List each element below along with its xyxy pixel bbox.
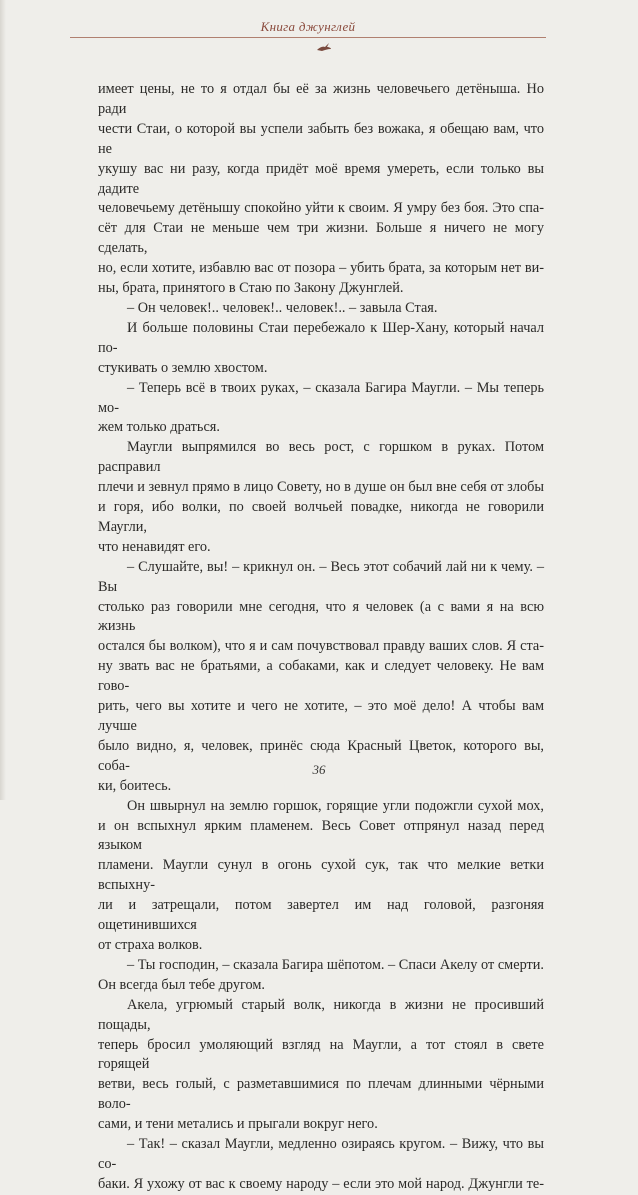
text-line: – Ты господин, – сказала Багира шёпотом. – Спаси Акелу от смерти. bbox=[127, 956, 544, 973]
text-line: от страха волков. bbox=[98, 936, 203, 953]
bird-ornament-icon bbox=[316, 41, 332, 53]
text-line: и горя, ибо волки, по своей волчьей повадке, никогда не говорили Маугли, bbox=[98, 499, 544, 535]
text-line: Он всегда был тебе другом. bbox=[98, 976, 266, 993]
text-line: пламени. Маугли сунул в огонь сухой сук, так что мелкие ветки вспыхну- bbox=[98, 857, 544, 894]
text-line: было видно, я, человек, принёс сюда Красный Цветок, которого вы, соба- bbox=[98, 737, 544, 774]
text-line: И больше половины Стаи перебежало к Шер-Хану, который начал по- bbox=[98, 319, 544, 356]
header-rule bbox=[70, 37, 546, 38]
text-line: чести Стаи, о которой вы успели забыть без вожака, я обещаю вам, что не bbox=[98, 120, 544, 157]
text-line: сами, и тени метались и прыгали вокруг него. bbox=[98, 1116, 378, 1133]
text-line: остался бы волком), что я и сам почувствовал правду ваших слов. Я ста- bbox=[98, 638, 544, 655]
body-text bbox=[98, 80, 544, 1195]
text-line: но, если хотите, избавлю вас от позора – убить брата, за которым нет ви- bbox=[98, 260, 544, 277]
text-line: и он вспыхнул ярким пламенем. Весь Совет отпрянул назад перед языком bbox=[98, 817, 544, 854]
text-line: ли и затрещали, потом завертел им над головой, разгоняя ощетинившихся bbox=[98, 897, 544, 934]
text-line: Маугли выпрямился во весь рост, с горшком в руках. Потом расправил bbox=[98, 439, 544, 476]
text-line: имеет цены, не то я отдал бы её за жизнь человечьего детёныша. Но ради bbox=[98, 81, 544, 117]
text-line: Он швырнул на землю горшок, горящие угли подожгли сухой мох, bbox=[127, 797, 544, 814]
text-line: ны, брата, принятого в Стаю по Закону Джунглей. bbox=[98, 280, 404, 297]
text-line: – Слушайте, вы! – крикнул он. – Весь этот собачий лай ни к чему. – Вы bbox=[98, 558, 544, 595]
text-line: баки. Я ухожу от вас к своему народу – если это мой народ. Джунгли те- bbox=[98, 1175, 544, 1192]
text-line: стукивать о землю хвостом. bbox=[98, 359, 268, 376]
text-line: ветви, весь голый, с разметавшимися по плечам длинными чёрными воло- bbox=[98, 1076, 544, 1113]
text-line: плечи и зевнул прямо в лицо Совету, но в душе он был вне себя от злобы bbox=[98, 479, 544, 496]
text-line: что ненавидят его. bbox=[98, 538, 211, 555]
text-line: человечьему детёнышу спокойно уйти к своим. Я умру без боя. Это спа- bbox=[98, 200, 544, 217]
page-spine-shadow bbox=[0, 0, 6, 800]
running-header-title: Книга джунглей bbox=[260, 19, 356, 34]
text-line: – Теперь всё в твоих руках, – сказала Багира Маугли. – Мы теперь мо- bbox=[98, 379, 544, 416]
text-line: жем только драться. bbox=[98, 419, 220, 436]
text-line: Акела, угрюмый старый волк, никогда в жизни не просивший пощады, bbox=[98, 996, 544, 1033]
text-line: ну звать вас не братьями, а собаками, как и следует человеку. Не вам гово- bbox=[98, 658, 544, 695]
text-line: – Так! – сказал Маугли, медленно озираясь кругом. – Вижу, что вы со- bbox=[98, 1136, 544, 1172]
text-line: укушу вас ни разу, когда придёт моё время умереть, если только вы дадите bbox=[98, 160, 544, 197]
text-line: сёт для Стаи не меньше чем три жизни. Больше я ничего не могу сделать, bbox=[98, 220, 544, 257]
text-line: теперь бросил умоляющий взгляд на Маугли, а тот стоял в свете горящей bbox=[98, 1036, 544, 1073]
text-line: ки, боитесь. bbox=[98, 777, 172, 794]
text-line: рить, чего вы хотите и чего не хотите, – это моё дело! А чтобы вам лучше bbox=[98, 698, 544, 734]
text-line: – Он человек!.. человек!.. человек!.. – завыла Стая. bbox=[127, 299, 438, 316]
page-number: 36 bbox=[312, 762, 326, 777]
running-header bbox=[70, 18, 546, 36]
text-line: столько раз говорили мне сегодня, что я человек (а с вами я на всю жизнь bbox=[98, 598, 544, 635]
